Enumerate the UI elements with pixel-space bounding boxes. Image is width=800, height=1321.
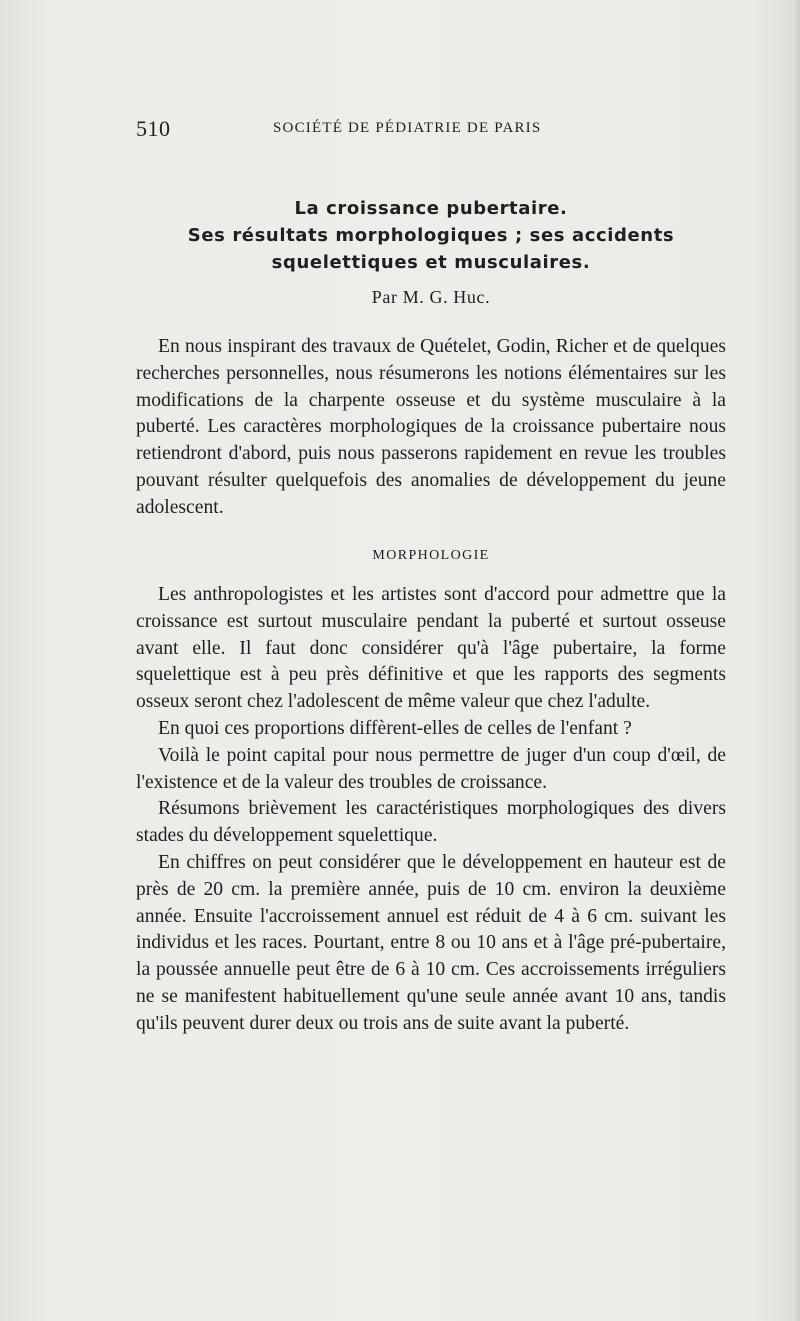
title-line-3: squelettiques et musculaires. xyxy=(271,252,591,273)
paragraph-4: Résumons brièvement les caractéristiques morphologiques des divers stades du développement squelettique. xyxy=(136,798,726,847)
intro-paragraph: En nous inspirant des travaux de Quételet, Godin, Richer et de quelques recherches personnelles, nous résumerons les notions élémentaires sur les modifications de la charpente osseuse et du système musculaire à la puberté. Les caractères morphologiques de la croissance pubertaire nous retiendront d'abord, puis nous passerons rapidement en revue les troubles pouvant résulter quelquefois des anomalies de développement du jeune adolescent. xyxy=(136,336,726,518)
page-header xyxy=(136,116,726,142)
section-heading: MORPHOLOGIE xyxy=(372,548,490,563)
paragraph-3: Voilà le point capital pour nous permettre de juger d'un coup d'œil, de l'existence et de la valeur des troubles de croissance. xyxy=(136,744,726,793)
article-author: Par M. G. Huc. xyxy=(371,287,491,307)
morphologie-section xyxy=(136,582,726,1038)
paragraph-5: En chiffres on peut considérer que le développement en hauteur est de près de 20 cm. la première année, puis de 10 cm. environ la deuxième année. Ensuite l'accroissement annuel est réduit de 4 à 6 cm. suivant les individus et les races. Pourtant, entre 8 ou 10 ans et à l'âge pré-pubertaire, la poussée annuelle peut être de 6 à 10 cm. Ces accroissements irréguliers ne se manifestent habituellement qu'une seule année avant 10 ans, tandis qu'ils peuvent durer deux ou trois ans de suite avant la puberté. xyxy=(136,851,726,1034)
paragraph-2: En quoi ces proportions diffèrent-elles de celles de l'enfant ? xyxy=(158,717,632,739)
article-title xyxy=(136,195,726,276)
title-line-1: La croissance pubertaire. xyxy=(294,198,568,219)
paragraph-1: Les anthropologistes et les artistes sont d'accord pour admettre que la croissance est surtout musculaire pendant la puberté et surtout osseuse avant elle. Il faut donc considérer qu'à l'âge pubertaire, la forme squelettique est à peu près définitive et que les rapports des segments osseux seront chez l'adolescent de même valeur que chez l'adulte. xyxy=(136,584,726,713)
intro-section xyxy=(136,334,726,522)
title-line-2: Ses résultats morphologiques ; ses accidents xyxy=(187,225,675,246)
page-edge-shadow xyxy=(794,0,800,1321)
running-head: SOCIÉTÉ DE PÉDIATRIE DE PARIS xyxy=(273,120,542,136)
page-number: 510 xyxy=(136,116,171,141)
